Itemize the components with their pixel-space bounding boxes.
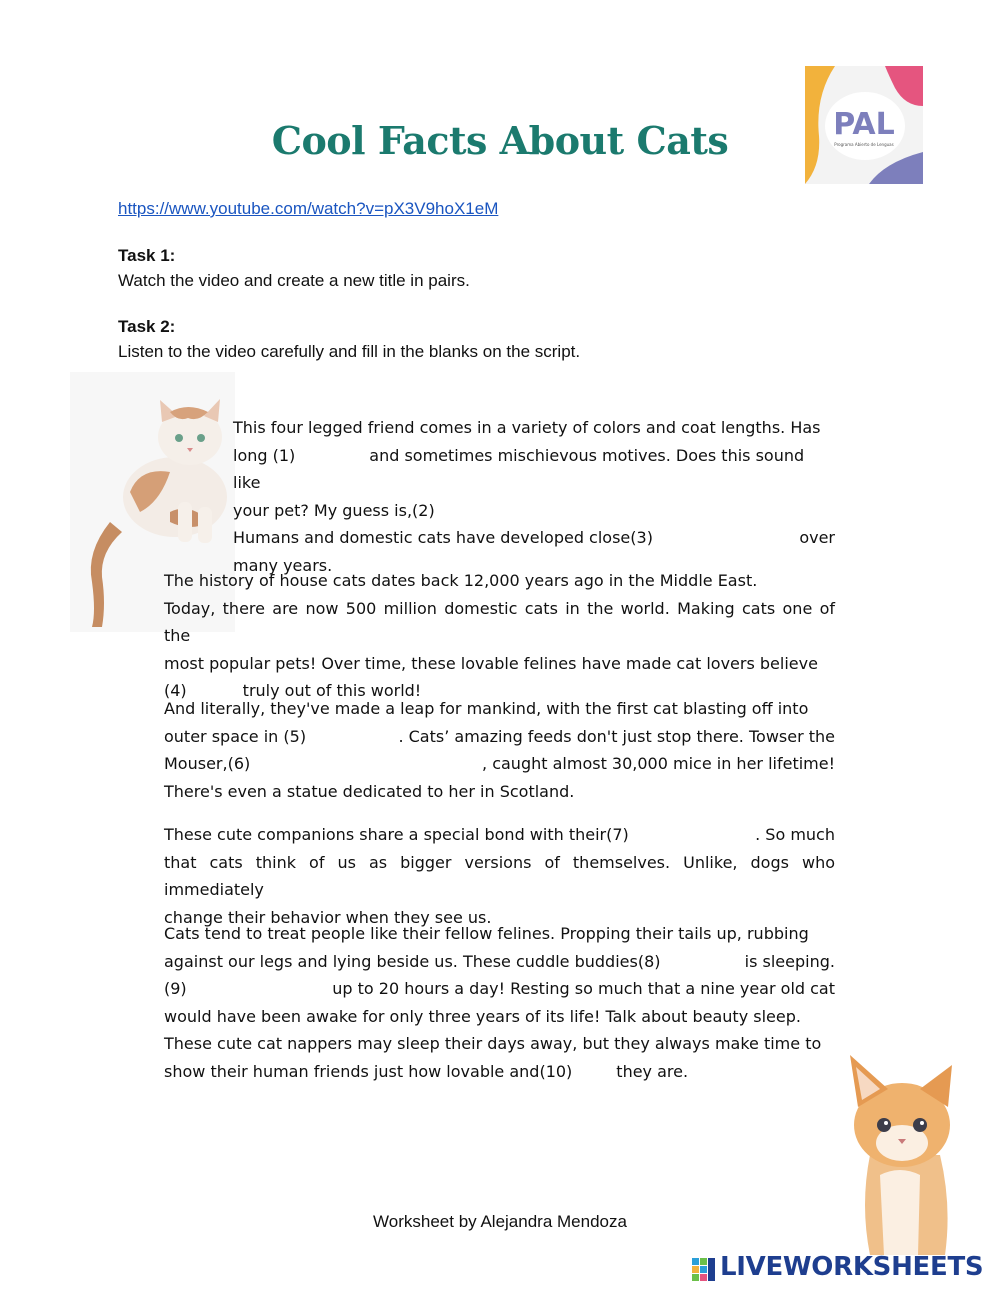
p3-line3-a: Mouser,(6) — [164, 754, 251, 774]
p4-line2: that cats think of us as bigger versions of themselves. Unlike, dogs who immediately — [164, 852, 835, 900]
p1-line4-a: Humans and domestic cats have developed close(3) — [233, 528, 653, 548]
liveworksheets-wordmark: LIVEWORKSHEETS — [720, 1252, 984, 1282]
p5-line3-b: up to 20 hours a day! Resting so much that a nine year old cat — [332, 979, 835, 999]
blank-1-input[interactable] — [295, 449, 369, 467]
p3-line4: There's even a statue dedicated to her in Scotland. — [164, 781, 575, 801]
p3-line3 — [164, 750, 835, 778]
p1-line4-b: over — [799, 528, 835, 548]
p1-line2 — [233, 442, 835, 497]
paragraph-1 — [233, 414, 835, 580]
p4-line1-b: . So much — [755, 825, 835, 844]
p1-line3-text: your pet? My guess is,(2) — [233, 500, 435, 520]
p3-line2-b: . Cats’ amazing feeds don't just stop there. Towser the — [398, 726, 835, 746]
liveworksheets-brand[interactable] — [690, 1252, 990, 1286]
p1-line5: many years. — [233, 555, 333, 575]
paragraph-2 — [164, 567, 835, 705]
p5-line6-b: they are. — [616, 1061, 689, 1081]
p2-line1: The history of house cats dates back 12,000 years ago in the Middle East. — [164, 571, 758, 590]
p1-line1: This four legged friend comes in a variety of colors and coat lengths. Has — [233, 418, 821, 437]
blank-5-input[interactable] — [340, 723, 364, 741]
p4-line3: change their behavior when they see us. — [164, 907, 492, 927]
pal-logo-graphic — [805, 66, 923, 184]
logo-subtitle: Programa Abierto de Lenguas — [834, 142, 894, 147]
p2-line3: most popular pets! Over time, these lovable felines have made cat lovers believe — [164, 653, 818, 673]
p2-line4-a: (4) — [164, 681, 187, 701]
blank-8-input[interactable] — [668, 948, 738, 966]
p5-line4: would have been awake for only three years of its life! Talk about beauty sleep. — [164, 1006, 801, 1026]
p4-line1 — [164, 821, 835, 849]
p2-line2: Today, there are now 500 million domestic cats in the world. Making cats one of the — [164, 598, 835, 646]
blank-9-input[interactable] — [204, 975, 314, 993]
p3-line1: And literally, they've made a leap for mankind, with the first cat blasting off into — [164, 699, 809, 718]
p5-line6 — [164, 1058, 835, 1086]
blank-3-input[interactable] — [671, 524, 781, 542]
task2-heading: Task 2: — [118, 317, 176, 336]
p4-line1-a: These cute companions share a special bond with their(7) — [164, 825, 629, 844]
p5-line3-a: (9) — [164, 979, 187, 999]
p5-line5: These cute cat nappers may sleep their days away, but they always make time to — [164, 1034, 822, 1054]
task1-text: Watch the video and create a new title in pairs. — [118, 271, 470, 290]
worksheet-credit: Worksheet by Alejandra Mendoza — [373, 1212, 627, 1231]
p5-line6-a: show their human friends just how lovable and(10) — [164, 1061, 573, 1081]
task1-heading: Task 1: — [118, 246, 176, 265]
paragraph-3 — [164, 695, 835, 805]
p3-line3-b: , caught almost 30,000 mice in her lifetime! — [482, 754, 835, 774]
liveworksheets-logo-icon — [692, 1258, 716, 1282]
page-title: Cool Facts About Cats — [271, 118, 729, 163]
blank-7-input[interactable] — [637, 821, 747, 839]
p1-line3 — [233, 497, 835, 525]
p1-line2-b: and sometimes mischievous motives. Does this sound like — [233, 445, 805, 493]
paragraph-5 — [164, 920, 835, 1086]
p3-line2 — [164, 723, 835, 751]
blank-6-input[interactable] — [251, 750, 481, 768]
p5-line2-a: against our legs and lying beside us. These cuddle buddies(8) — [164, 951, 661, 971]
p1-line4 — [233, 524, 835, 552]
p5-line1: Cats tend to treat people like their fellow felines. Propping their tails up, rubbing — [164, 924, 809, 943]
video-link[interactable]: https://www.youtube.com/watch?v=pX3V9hoX1eM — [118, 199, 499, 218]
logo-text: PAL — [833, 107, 895, 142]
p5-line2 — [164, 948, 835, 976]
task2-text: Listen to the video carefully and fill in the blanks on the script. — [118, 342, 581, 361]
p5-line3 — [164, 975, 835, 1003]
blank-10-input[interactable] — [572, 1065, 616, 1083]
p1-line2-a: long (1) — [233, 445, 296, 465]
blank-2-input[interactable] — [435, 504, 635, 522]
pal-logo — [805, 66, 923, 184]
paragraph-4 — [164, 821, 835, 931]
p5-line2-b: is sleeping. — [744, 951, 835, 971]
p3-line2-a: outer space in (5) — [164, 726, 307, 746]
p2-line4-b: truly out of this world! — [242, 681, 422, 701]
